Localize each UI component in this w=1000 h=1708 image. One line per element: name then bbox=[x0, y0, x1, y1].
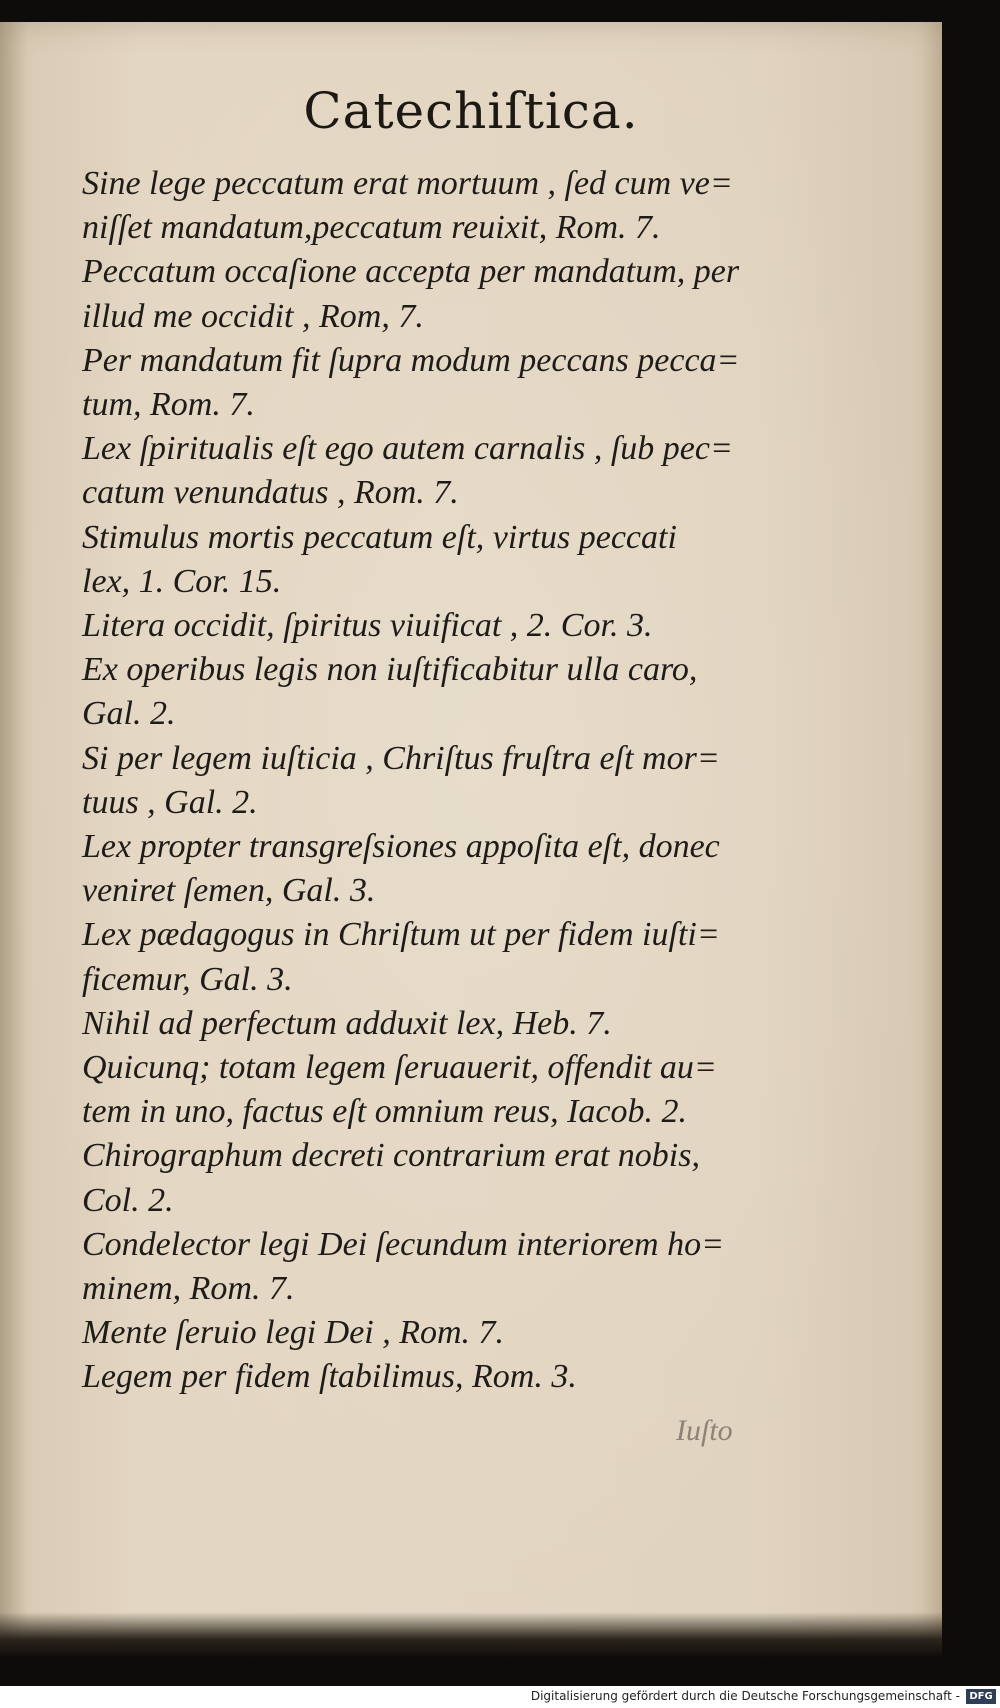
entry-line: tem in uno, factus eſt omnium reus, Iacob. 2. bbox=[82, 1093, 687, 1131]
entry-3 bbox=[82, 339, 746, 427]
entry-8 bbox=[82, 737, 746, 825]
entry-line: Gal. 2. bbox=[82, 695, 176, 733]
entry-7 bbox=[82, 648, 746, 736]
entry-line: Sine lege peccatum erat mortuum , ſed cum ve= bbox=[82, 165, 733, 202]
entry-1 bbox=[82, 162, 746, 250]
entry-line: illud me occidit , Rom, 7. bbox=[82, 297, 424, 335]
entry-15 bbox=[82, 1311, 746, 1355]
running-head: Catechiſtica. bbox=[303, 82, 639, 140]
entry-line: Nihil ad perfectum adduxit lex, Heb. 7. bbox=[82, 1004, 612, 1042]
entry-12 bbox=[82, 1046, 746, 1134]
entry-line: Chirographum decreti contrarium erat nobis, bbox=[82, 1137, 700, 1175]
entry-line: Per mandatum fit ſupra modum peccans pecca= bbox=[82, 341, 740, 379]
entry-line: Si per legem iuſticia , Chriſtus fruſtra eſt mor= bbox=[82, 739, 720, 777]
entry-14 bbox=[82, 1223, 746, 1311]
entry-line: Litera occidit, ſpiritus viuificat , 2. Cor. 3. bbox=[82, 607, 653, 645]
catchword: Iuſto bbox=[676, 1414, 733, 1447]
entry-line: ficemur, Gal. 3. bbox=[82, 960, 293, 998]
entry-line: lex, 1. Cor. 15. bbox=[82, 562, 282, 600]
entry-line: Peccatum occaſione accepta per mandatum, per bbox=[82, 253, 740, 291]
entry-11 bbox=[82, 1002, 746, 1046]
page-edge-shadow bbox=[0, 1612, 942, 1658]
entry-line: Condelector legi Dei ſecundum interiorem ho= bbox=[82, 1225, 725, 1263]
dfg-logo: DFG bbox=[966, 1689, 996, 1704]
footer-credit: Digitalisierung gefördert durch die Deutsche Forschungsgemeinschaft - bbox=[530, 1689, 960, 1703]
entry-line: Quicunq; totam legem ſeruauerit, offendit au= bbox=[82, 1049, 717, 1087]
entry-13 bbox=[82, 1134, 746, 1222]
entry-line: Col. 2. bbox=[82, 1181, 174, 1219]
book-page bbox=[0, 22, 942, 1654]
entry-line: tum, Rom. 7. bbox=[82, 386, 255, 424]
entry-9 bbox=[82, 825, 746, 913]
entry-line: Legem per fidem ſtabilimus, Rom. 3. bbox=[82, 1358, 577, 1396]
entry-4 bbox=[82, 427, 746, 515]
text-block bbox=[82, 162, 746, 1400]
entry-6 bbox=[82, 604, 746, 648]
entry-line: tuus , Gal. 2. bbox=[82, 783, 258, 821]
entry-line: Lex propter transgreſsiones appoſita eſt, donec bbox=[82, 828, 720, 866]
entry-2 bbox=[82, 250, 746, 338]
entry-line: minem, Rom. 7. bbox=[82, 1270, 295, 1308]
entry-line: Mente ſeruio legi Dei , Rom. 7. bbox=[82, 1314, 505, 1352]
entry-line: veniret ſemen, Gal. 3. bbox=[82, 872, 376, 910]
digitization-footer bbox=[0, 1686, 1000, 1708]
entry-line: Ex operibus legis non iuſtificabitur ulla caro, bbox=[82, 651, 698, 689]
entry-16 bbox=[82, 1355, 746, 1399]
entry-line: catum venundatus , Rom. 7. bbox=[82, 474, 459, 512]
entry-line: Lex ſpiritualis eſt ego autem carnalis , ſub pec= bbox=[82, 430, 733, 468]
entry-5 bbox=[82, 516, 746, 604]
entry-line: Stimulus mortis peccatum eſt, virtus peccati bbox=[82, 518, 677, 556]
entry-10 bbox=[82, 913, 746, 1001]
entry-line: niſſet mandatum,peccatum reuixit, Rom. 7. bbox=[82, 209, 661, 247]
entry-line: Lex pædagogus in Chriſtum ut per fidem iuſti= bbox=[82, 916, 720, 954]
